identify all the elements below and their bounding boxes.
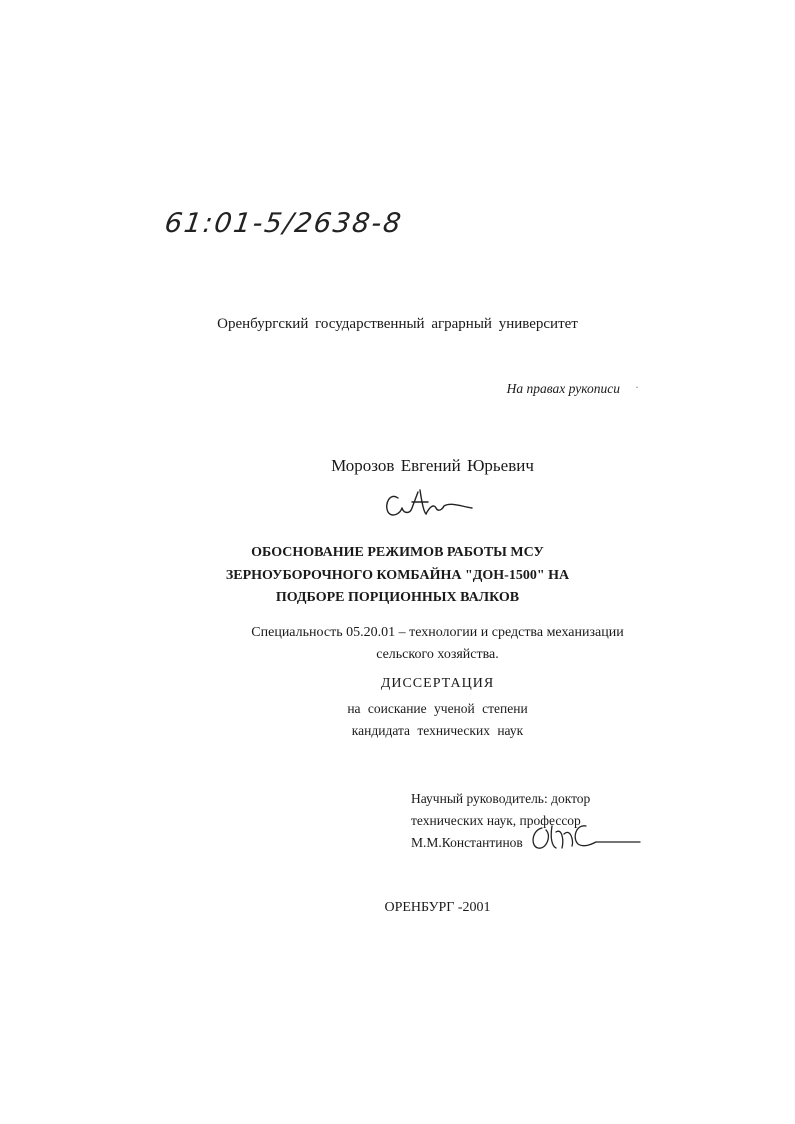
degree-line: на соискание ученой степени — [347, 701, 528, 716]
adviser-line: Научный руководитель: доктор — [411, 791, 591, 806]
rights-note: На правах рукописи — [506, 381, 620, 396]
title-line: ПОДБОРЕ ПОРЦИОННЫХ ВАЛКОВ — [275, 590, 520, 605]
author-signature — [380, 484, 490, 529]
specialty-line: Специальность 05.20.01 – технологии и средства механизации — [251, 625, 624, 640]
adviser-line: М.М.Константинов — [411, 835, 523, 850]
degree-line: кандидата технических наук — [351, 723, 524, 738]
specialty-line: сельского хозяйства. — [376, 647, 499, 662]
title-line: ЗЕРНОУБОРОЧНОГО КОМБАЙНА "ДОН-1500" НА — [225, 567, 570, 583]
specialty — [0, 622, 795, 666]
university-name: Оренбургский государственный аграрный университет — [217, 316, 578, 332]
scan-mark: · — [635, 380, 639, 394]
adviser-line: технических наук, профессор — [411, 813, 581, 828]
title-line: ОБОСНОВАНИЕ РЕЖИМОВ РАБОТЫ МСУ — [251, 545, 544, 560]
author-name: Морозов Евгений Юрьевич — [331, 456, 534, 475]
city-year: ОРЕНБУРГ -2001 — [384, 900, 491, 915]
dissertation-title — [0, 542, 795, 610]
archive-code: 61:01-5/2638-8 — [162, 208, 405, 239]
degree — [0, 698, 795, 742]
document-type: ДИССЕРТАЦИЯ — [380, 676, 495, 691]
adviser-signature — [528, 818, 643, 863]
